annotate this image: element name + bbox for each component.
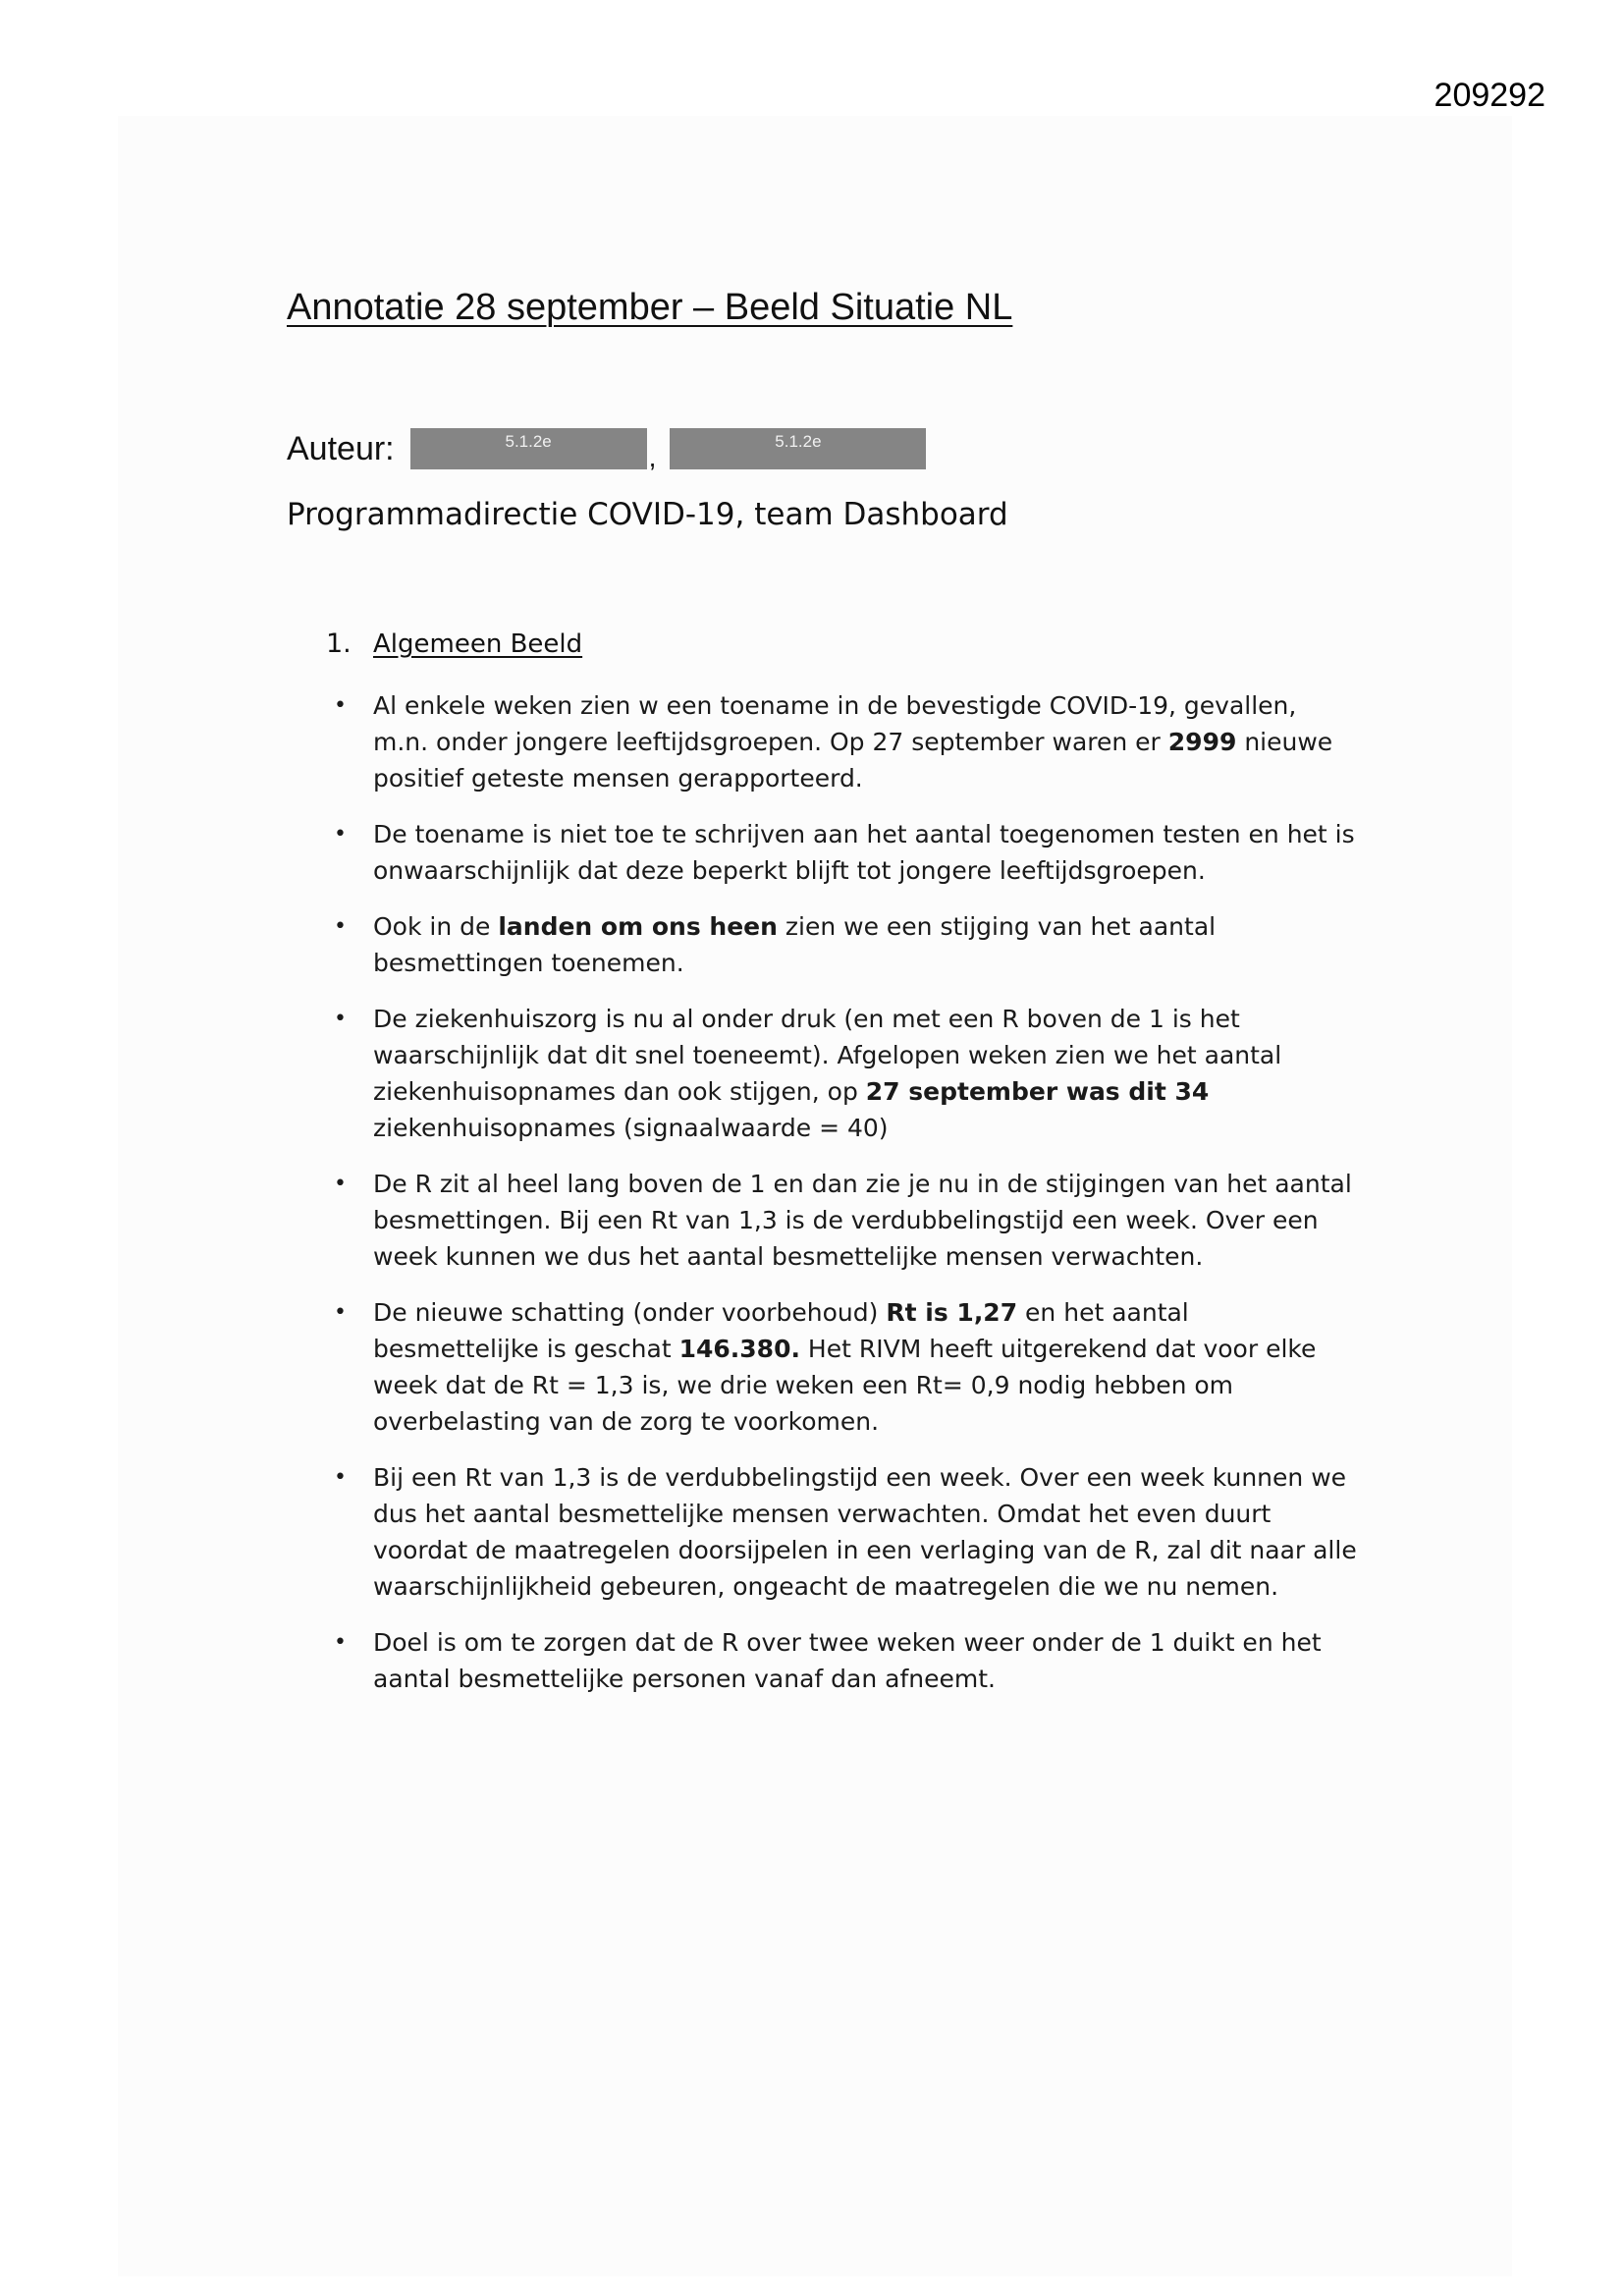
redaction-box: 5.1.2e (670, 428, 926, 469)
redaction-box: 5.1.2e (410, 428, 647, 469)
bullet-marker: • (334, 1172, 347, 1196)
bullet-marker: • (334, 1465, 347, 1490)
text-run: nieuwe positief geteste mensen gerapporteerd. (373, 728, 1333, 793)
text-run: Al enkele weken zien w een toename in de bevestigde COVID-19, gevallen, m.n. onder jongere leeftijdsgroepen. Op 27 september waren er (373, 691, 1297, 756)
bold-text-run: 27 september was dit 34 (865, 1077, 1210, 1106)
text-run: ziekenhuisopnames (signaalwaarde = 40) (373, 1114, 889, 1142)
text-run: De R zit al heel lang boven de 1 en dan zie je nu in de stijgingen van het aantal besmettingen. Bij een Rt van 1,3 is de verdubbelingstijd een week. Over een week kunnen we dus het aantal besmettelijke mensen verwachten. (373, 1170, 1352, 1271)
section-heading (326, 629, 582, 659)
text-run: De ziekenhuiszorg is nu al onder druk (en met een R boven de 1 is het waarschijnlijk dat dit snel toeneemt). Afgelopen weken zien we het aantal ziekenhuisopnames dan ook stijgen, op (373, 1005, 1282, 1106)
bullet-marker: • (334, 914, 347, 939)
bullet-marker: • (334, 1007, 347, 1031)
text-run: Ook in de (373, 912, 499, 941)
bullet-item (326, 1624, 1357, 1697)
section-number: 1. (326, 629, 352, 659)
bullet-marker: • (334, 1630, 347, 1655)
organization-line: Programmadirectie COVID-19, team Dashboard (287, 497, 1008, 532)
bold-text-run: 2999 (1167, 728, 1237, 756)
text-run: Doel is om te zorgen dat de R over twee weken weer onder de 1 duikt en het aantal besmettelijke personen vanaf dan afneemt. (373, 1628, 1322, 1693)
author-separator: , (648, 442, 657, 472)
text-run: Het RIVM heeft uitgerekend dat voor elke week dat de Rt = 1,3 is, we drie weken een Rt= 0,9 nodig hebben om overbelasting van de zorg te voorkomen. (373, 1335, 1317, 1436)
bullet-item (326, 1001, 1357, 1146)
text-run: De toename is niet toe te schrijven aan het aantal toegenomen testen en het is onwaarschijnlijk dat deze beperkt blijft tot jongere leeftijdsgroepen. (373, 820, 1355, 885)
bullet-marker: • (334, 822, 347, 847)
document-id: 209292 (1434, 77, 1545, 114)
bold-text-run: Rt is 1,27 (886, 1298, 1018, 1327)
bullet-list (326, 687, 1357, 1717)
bullet-item (326, 816, 1357, 889)
bullet-item (326, 1459, 1357, 1605)
bold-text-run: 146.380. (678, 1335, 800, 1363)
text-run: zien we een stijging van het aantal besmettingen toenemen. (373, 912, 1217, 977)
bullet-item (326, 1166, 1357, 1275)
bullet-item (326, 687, 1357, 796)
bullet-marker: • (334, 1300, 347, 1325)
bullet-marker: • (334, 693, 347, 718)
text-run: Bij een Rt van 1,3 is de verdubbelingstijd een week. Over een week kunnen we dus het aantal besmettelijke mensen verwachten. Omdat het even duurt voordat de maatregelen doorsijpelen in een verlaging van de R, zal dit naar alle waarschijnlijkheid gebeuren, ongeacht de maatregelen die we nu nemen. (373, 1463, 1357, 1601)
section-title: Algemeen Beeld (373, 629, 583, 659)
text-run: De nieuwe schatting (onder voorbehoud) (373, 1298, 887, 1327)
bold-text-run: landen om ons heen (498, 912, 778, 941)
author-label: Auteur: (287, 429, 395, 467)
author-line (287, 426, 926, 471)
bullet-item (326, 1294, 1357, 1440)
text-run: en het aantal besmettelijke is geschat (373, 1298, 1189, 1363)
bullet-item (326, 908, 1357, 981)
document-title: Annotatie 28 september – Beeld Situatie NL (287, 287, 1013, 328)
